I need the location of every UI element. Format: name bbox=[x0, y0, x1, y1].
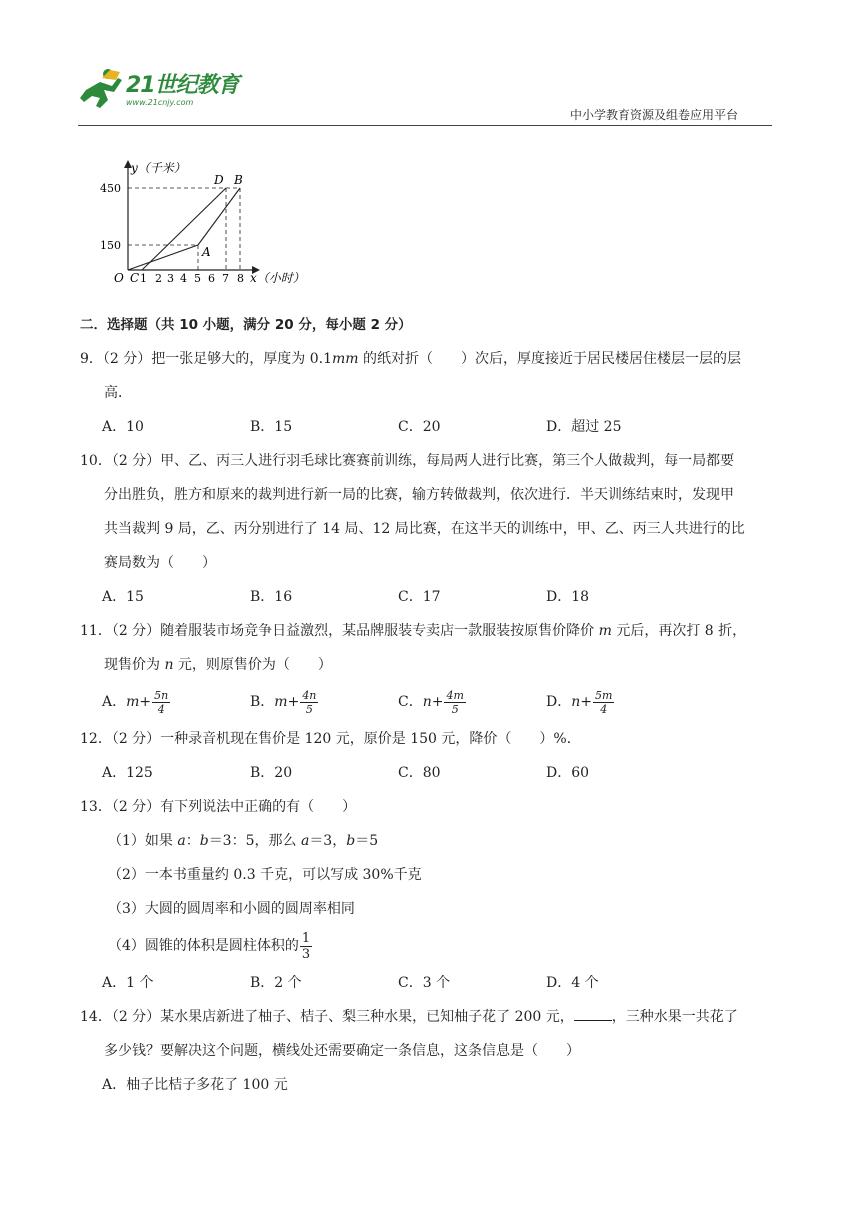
q9-stem-1: 9．（2 分）把一张足够大的，厚度为 0.1 bbox=[80, 351, 332, 367]
question-14 bbox=[80, 1000, 780, 1068]
q9-stem-cont: 高． bbox=[104, 385, 132, 401]
q13-s4-fraction bbox=[300, 931, 312, 962]
q12-option-b[interactable]: B．20 bbox=[250, 765, 293, 781]
q10-option-c[interactable]: C．17 bbox=[398, 589, 441, 605]
q11-option-b-numerator: 4n bbox=[302, 688, 317, 702]
q11-option-a-fraction bbox=[152, 689, 170, 716]
q13-option-c[interactable]: C．3 个 bbox=[398, 975, 451, 991]
y-tick-150: 150 bbox=[100, 239, 121, 252]
q13-s1-c: ＝3：5，那么 bbox=[208, 833, 301, 849]
point-c-label: C bbox=[130, 271, 140, 284]
q11-option-d[interactable] bbox=[546, 682, 694, 722]
q11-option-d-var: n bbox=[571, 694, 581, 710]
x-tick-6: 6 bbox=[208, 272, 215, 284]
q13-statement-1 bbox=[80, 824, 780, 858]
q14-line-1b: ，三种水果一共花了 bbox=[611, 1009, 738, 1025]
question-9 bbox=[80, 342, 780, 410]
q13-s4-numerator: 1 bbox=[301, 930, 311, 946]
logo-text: 21世纪教育 bbox=[126, 73, 239, 98]
y-tick-450: 450 bbox=[100, 182, 121, 195]
q13-s1-var-a: a bbox=[177, 833, 186, 849]
q13-s1-a: （1）如果 bbox=[108, 833, 178, 849]
q10-option-d[interactable]: D．18 bbox=[546, 589, 590, 605]
q13-statement-4 bbox=[80, 926, 780, 966]
q11-line-1a: 11．（2 分）随着服装市场竞争日益激烈，某品牌服装专卖店一款服装按原售价降价 bbox=[80, 623, 599, 639]
q14-options bbox=[80, 1068, 780, 1102]
q13-s1-e: ＝5 bbox=[355, 833, 379, 849]
question-13: 13．（2 分）有下列说法中正确的有（ ） bbox=[80, 799, 357, 815]
x-tick-5: 5 bbox=[194, 272, 201, 284]
q14-option-a[interactable]: A．柚子比桔子多花了 100 元 bbox=[102, 1077, 288, 1093]
question-content bbox=[80, 308, 780, 1102]
q13-s4-text: （4）圆锥的体积是圆柱体积的 bbox=[108, 938, 299, 954]
logo bbox=[78, 68, 258, 118]
q13-option-b[interactable]: B．2 个 bbox=[250, 975, 302, 991]
q10-options bbox=[80, 580, 780, 614]
point-b-label: B bbox=[234, 173, 243, 187]
origin-label: O bbox=[114, 271, 124, 284]
q11-option-a-var: m bbox=[126, 694, 140, 710]
y-axis-label: y（千米） bbox=[131, 161, 186, 175]
q10-line-3: 共当裁判 9 局，乙、丙分别进行了 14 局、12 局比赛，在这半天的训练中，甲、乙、丙三人共进行的比 bbox=[104, 521, 745, 537]
distance-time-graph bbox=[100, 154, 320, 284]
q11-option-c[interactable] bbox=[398, 682, 546, 722]
q13-s1-var-a2: a bbox=[300, 833, 310, 849]
q13-option-a[interactable]: A．1 个 bbox=[102, 975, 154, 991]
point-d-label: D bbox=[214, 173, 224, 187]
q13-s1-var-b2: b bbox=[346, 833, 356, 849]
platform-title: 中小学教育资源及组卷应用平台 bbox=[569, 108, 738, 122]
question-10 bbox=[80, 444, 780, 580]
q14-blank bbox=[574, 1006, 612, 1021]
q11-option-a-plus: + bbox=[139, 694, 152, 710]
q11-line-2b: 元，则原售价为（ ） bbox=[173, 657, 332, 673]
q11-option-b-prefix: B． bbox=[250, 694, 275, 710]
q13-s1-d: ＝3， bbox=[309, 833, 347, 849]
q9-option-d[interactable]: D．超过 25 bbox=[546, 419, 622, 435]
q12-option-c[interactable]: C．80 bbox=[398, 765, 441, 781]
q13-s4-denominator: 3 bbox=[301, 946, 311, 962]
q10-option-b[interactable]: B．16 bbox=[250, 589, 293, 605]
q11-option-d-plus: + bbox=[580, 694, 592, 710]
q12-option-a[interactable]: A．125 bbox=[102, 765, 153, 781]
q13-s1-b: ： bbox=[185, 833, 200, 849]
line-oab-2 bbox=[198, 188, 240, 245]
q14-line-1a: 14．（2 分）某水果店新进了柚子、桔子、梨三种水果，已知柚子花了 200 元， bbox=[80, 1009, 574, 1025]
q11-option-a-prefix: A． bbox=[102, 694, 127, 710]
q14-line-2: 多少钱？要解决这个问题，横线处还需要确定一条信息，这条信息是（ ） bbox=[104, 1043, 580, 1059]
q12-options bbox=[80, 756, 780, 790]
point-a-label: A bbox=[202, 245, 211, 259]
q9-option-b[interactable]: B．15 bbox=[250, 419, 293, 435]
page-header bbox=[0, 0, 860, 130]
x-tick-3: 3 bbox=[167, 272, 174, 284]
q11-option-d-fraction bbox=[593, 689, 614, 716]
q13-statement-3: （3）大圆的圆周率和小圆的圆周率相同 bbox=[108, 901, 355, 917]
q11-option-c-fraction bbox=[444, 689, 465, 716]
q11-option-c-denominator: 5 bbox=[451, 702, 459, 716]
q11-option-c-numerator: 4m bbox=[446, 688, 464, 702]
header-divider bbox=[78, 125, 772, 126]
q11-option-a-numerator: 5n bbox=[154, 688, 169, 702]
q13-options bbox=[80, 966, 780, 1000]
section-title: 二．选择题（共 10 小题，满分 20 分，每小题 2 分） bbox=[80, 317, 412, 333]
x-axis-label: x（小时） bbox=[250, 271, 305, 284]
question-12: 12．（2 分）一种录音机现在售价是 120 元，原价是 150 元，降价（ ）%． bbox=[80, 731, 581, 747]
q11-option-c-var: n bbox=[422, 694, 432, 710]
q11-option-b-fraction bbox=[300, 689, 318, 716]
x-tick-1: 1 bbox=[140, 272, 147, 284]
q11-option-b[interactable] bbox=[250, 682, 398, 722]
q10-line-1: 10．（2 分）甲、乙、丙三人进行羽毛球比赛赛前训练，每局两人进行比赛，第三个人做裁判，每一局都要 bbox=[80, 453, 735, 469]
q11-line-1b: 元后，再次打 8 折， bbox=[611, 623, 747, 639]
logo-url: www.21cnjy.com bbox=[126, 98, 194, 107]
q11-option-d-prefix: D． bbox=[546, 694, 572, 710]
q9-options bbox=[80, 410, 780, 444]
q11-option-a-denominator: 4 bbox=[157, 702, 165, 716]
q13-s1-var-b: b bbox=[199, 833, 209, 849]
x-tick-8: 8 bbox=[237, 272, 244, 284]
q11-option-c-prefix: C． bbox=[398, 694, 423, 710]
x-tick-7: 7 bbox=[222, 272, 229, 284]
q11-option-c-plus: + bbox=[431, 694, 444, 710]
q11-option-b-plus: + bbox=[287, 694, 300, 710]
q11-line-2a: 现售价为 bbox=[104, 657, 165, 673]
q11-option-b-denominator: 5 bbox=[305, 702, 313, 716]
x-tick-4: 4 bbox=[180, 272, 187, 284]
q11-option-b-var: m bbox=[274, 694, 288, 710]
q12-option-d[interactable]: D．60 bbox=[546, 765, 590, 781]
line-cd bbox=[142, 188, 226, 270]
q11-option-a[interactable] bbox=[102, 682, 250, 722]
q11-var-n: n bbox=[164, 657, 174, 673]
q9-option-a[interactable]: A．10 bbox=[102, 419, 144, 435]
q9-unit: mm bbox=[331, 351, 359, 367]
q10-line-2: 分出胜负，胜方和原来的裁判进行新一局的比赛，输方转做裁判，依次进行．半天训练结束时，发现甲 bbox=[104, 487, 734, 503]
runner-logo-icon bbox=[78, 68, 124, 110]
x-tick-2: 2 bbox=[155, 272, 162, 284]
q13-option-d[interactable]: D．4 个 bbox=[546, 975, 599, 991]
q11-options bbox=[80, 682, 780, 722]
q9-stem-2: 的纸对折（ ）次后，厚度接近于居民楼居住楼层一层的层 bbox=[358, 351, 741, 367]
q11-option-d-denominator: 4 bbox=[600, 702, 608, 716]
q11-option-d-numerator: 5m bbox=[595, 688, 613, 702]
q9-option-c[interactable]: C．20 bbox=[398, 419, 441, 435]
q10-option-a[interactable]: A．15 bbox=[102, 589, 144, 605]
q10-line-4: 赛局数为（ ） bbox=[104, 555, 216, 571]
question-11 bbox=[80, 614, 780, 682]
q13-statement-2: （2）一本书重量约 0.3 千克，可以写成 30%千克 bbox=[108, 867, 422, 883]
q11-var-m: m bbox=[598, 623, 612, 639]
